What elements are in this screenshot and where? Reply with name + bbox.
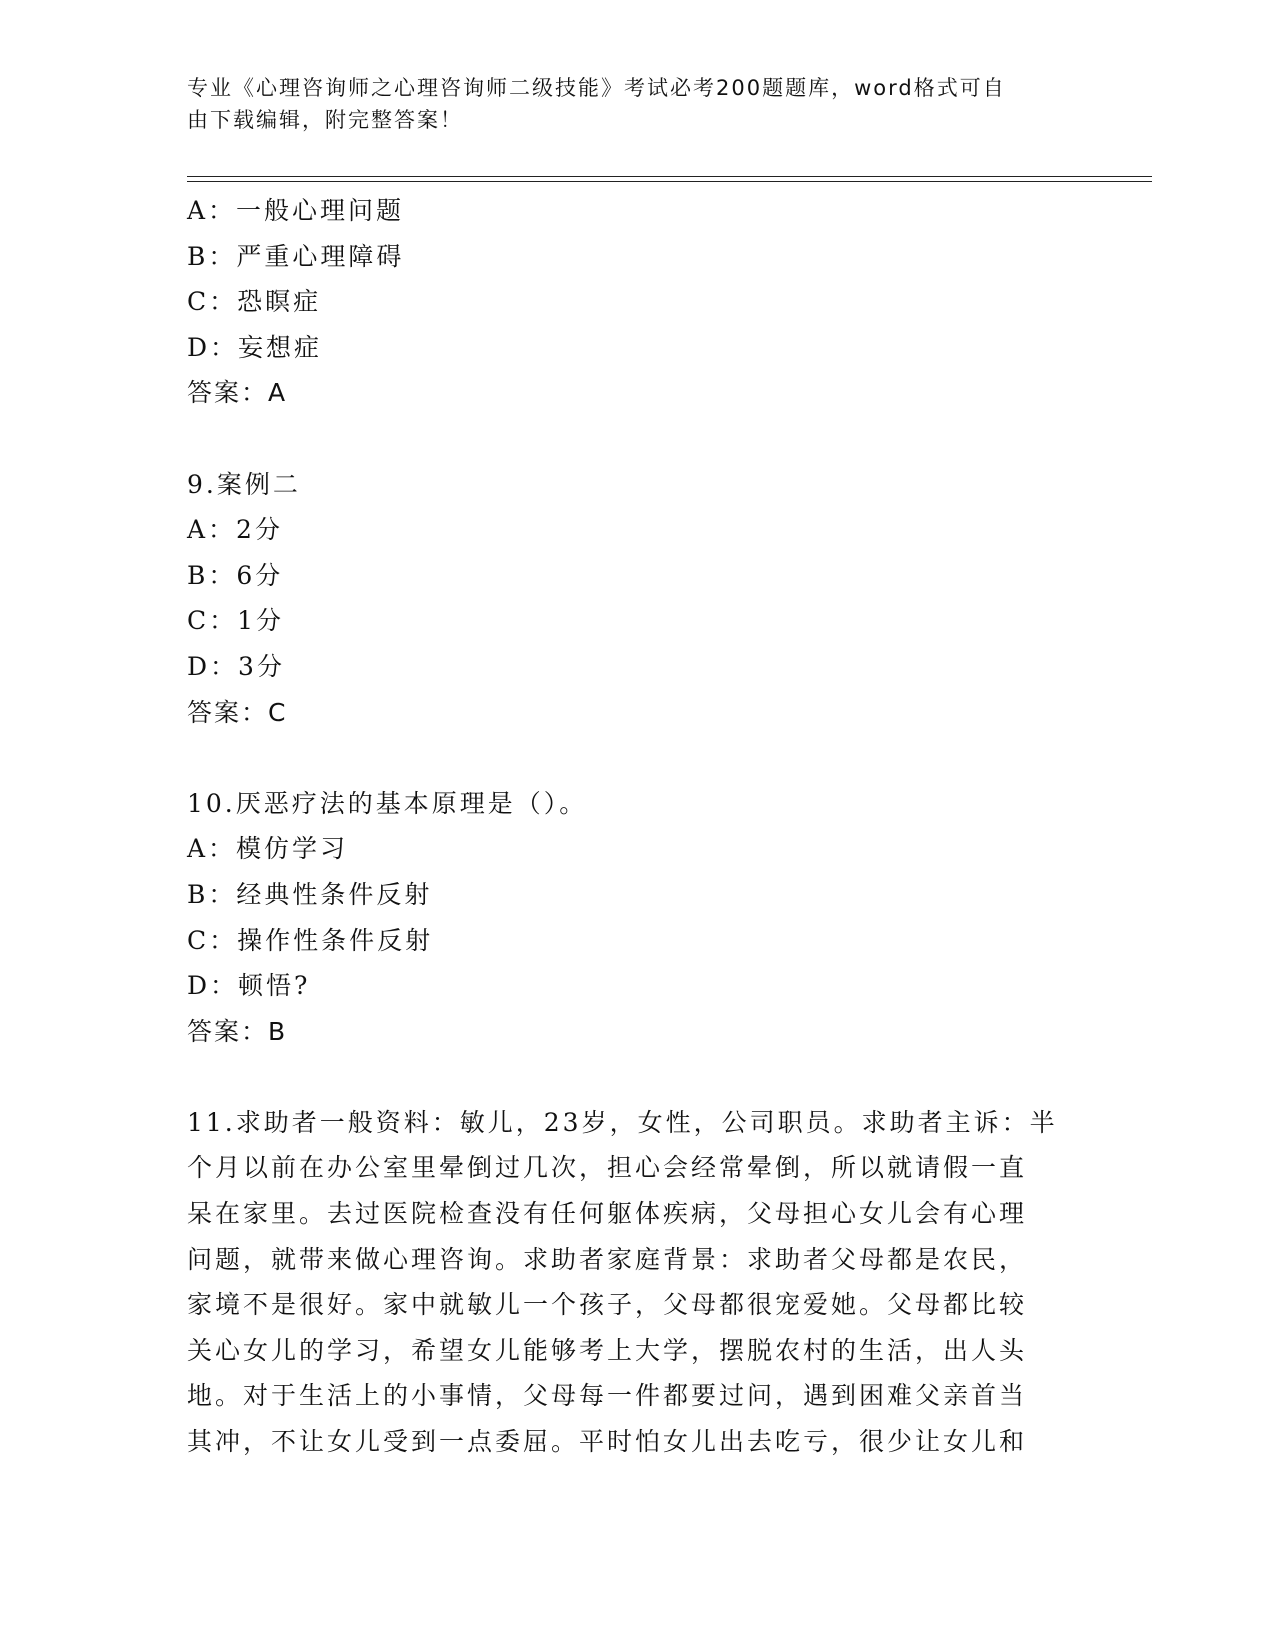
option-c: C：1分 bbox=[187, 606, 285, 636]
option-b: B：6分 bbox=[187, 560, 284, 590]
option-d: D：妄想症 bbox=[187, 332, 323, 362]
option-d: D：3分 bbox=[187, 651, 285, 681]
question-title: 9.案例二 bbox=[187, 469, 301, 499]
question-block bbox=[187, 781, 1087, 1055]
option-a: A：2分 bbox=[187, 515, 283, 545]
paragraph-line: 问题，就带来做心理咨询。求助者家庭背景：求助者父母都是农民， bbox=[187, 1244, 1028, 1274]
question-block bbox=[187, 188, 1087, 416]
spacer bbox=[187, 416, 1087, 462]
option-c: C：恐瞑症 bbox=[187, 287, 322, 317]
question-11-paragraph bbox=[187, 1100, 1087, 1465]
option-a: A：模仿学习 bbox=[187, 834, 349, 864]
option-d: D：顿悟? bbox=[187, 971, 311, 1001]
paragraph-line: 地。对于生活上的小事情，父母每一件都要过问，遇到困难父亲首当 bbox=[187, 1381, 1028, 1411]
header-line-1: 专业《心理咨询师之心理咨询师二级技能》考试必考200题题库，word格式可自 bbox=[187, 76, 1006, 100]
header-line-2: 由下载编辑，附完整答案！ bbox=[187, 108, 463, 132]
paragraph-line: 呆在家里。去过医院检查没有任何躯体疾病，父母担心女儿会有心理 bbox=[187, 1199, 1028, 1229]
spacer bbox=[187, 735, 1087, 781]
question-block bbox=[187, 462, 1087, 736]
paragraph-line: 其冲，不让女儿受到一点委屈。平时怕女儿出去吃亏，很少让女儿和 bbox=[187, 1427, 1028, 1457]
header-divider-bottom bbox=[187, 181, 1152, 182]
question-title: 10.厌恶疗法的基本原理是（）。 bbox=[187, 788, 588, 818]
option-a: A：一般心理问题 bbox=[187, 196, 405, 225]
option-b: B：经典性条件反射 bbox=[187, 879, 433, 909]
answer-line: 答案：C bbox=[187, 697, 288, 727]
paragraph-line: 11.求助者一般资料：敏儿，23岁，女性，公司职员。求助者主诉：半 bbox=[187, 1107, 1058, 1137]
header-divider-top bbox=[187, 176, 1152, 177]
option-b: B：严重心理障碍 bbox=[187, 241, 405, 271]
question-content bbox=[187, 188, 1087, 1465]
paragraph-line: 关心女儿的学习，希望女儿能够考上大学，摆脱农村的生活，出人头 bbox=[187, 1335, 1028, 1365]
answer-line: 答案：A bbox=[187, 378, 288, 408]
option-c: C：操作性条件反射 bbox=[187, 925, 434, 955]
paragraph-line: 家境不是很好。家中就敏儿一个孩子，父母都很宠爱她。父母都比较 bbox=[187, 1290, 1028, 1320]
paragraph-line: 个月以前在办公室里晕倒过几次，担心会经常晕倒，所以就请假一直 bbox=[187, 1153, 1028, 1183]
spacer bbox=[187, 1054, 1087, 1100]
document-header bbox=[187, 72, 1067, 136]
answer-line: 答案：B bbox=[187, 1016, 288, 1046]
